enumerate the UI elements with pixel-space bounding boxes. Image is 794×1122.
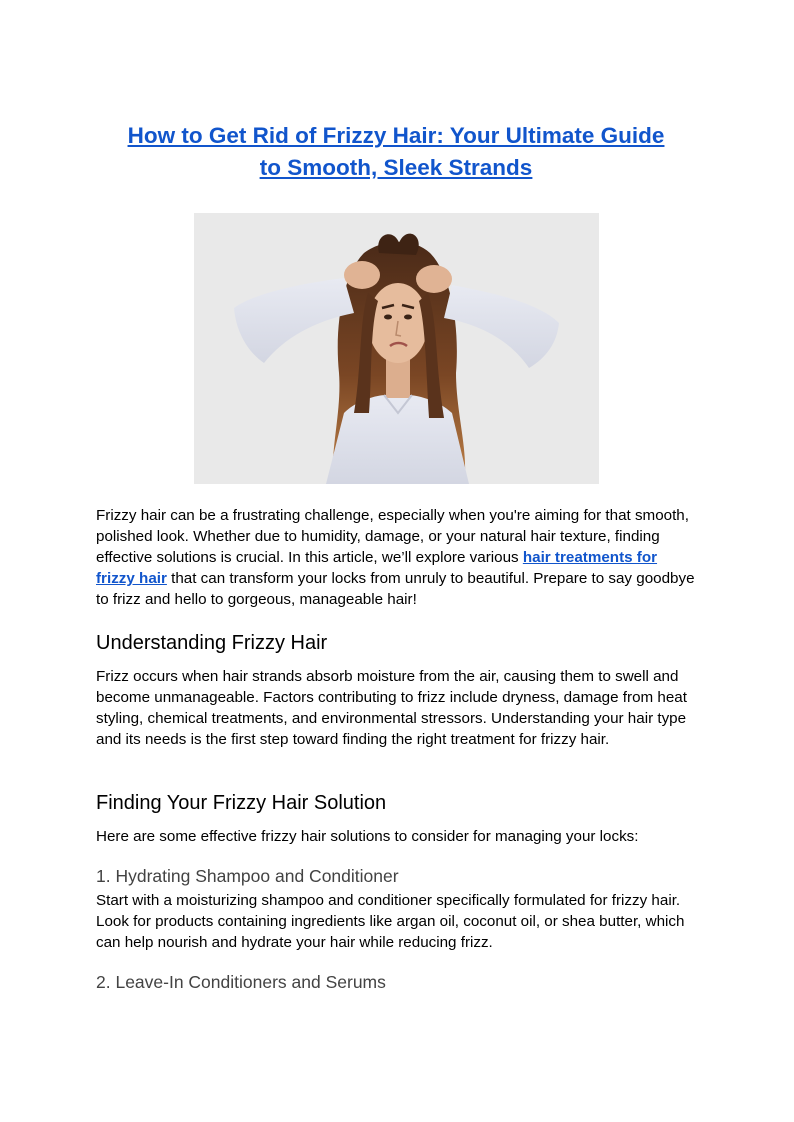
section-heading-understanding: Understanding Frizzy Hair	[96, 632, 328, 654]
solution-intro-paragraph: Here are some effective frizzy hair solutions to consider for managing your locks:	[96, 828, 639, 845]
subheading-leave-in: 2. Leave-In Conditioners and Serums	[96, 972, 386, 992]
intro-paragraph	[96, 505, 696, 610]
section-heading-solution: Finding Your Frizzy Hair Solution	[96, 792, 387, 814]
title-line-1: How to Get Rid of Frizzy Hair: Your Ultimate Guide	[127, 123, 665, 148]
understanding-paragraph: Frizz occurs when hair strands absorb moisture from the air, causing them to swell and become unmanageable. Factors contributing to frizz include dryness, damage from heat styling, chemical treatments, and environmental stressors. Understanding your hair type and its needs is the first step toward finding the right treatment for frizzy hair.	[96, 668, 687, 748]
intro-text-before: Frizzy hair can be a frustrating challenge, especially when you're aiming for that smooth, polished look. Whether due to humidity, damage, or your natural hair texture, finding effective solutions is crucial. In this article, we’ll explore various	[96, 507, 689, 566]
hydrating-paragraph: Start with a moisturizing shampoo and conditioner specifically formulated for frizzy hair. Look for products containing ingredients like argan oil, coconut oil, or shea butter, which can help nourish and hydrate your hair while reducing frizz.	[96, 892, 685, 951]
article-title-link[interactable]	[128, 123, 665, 180]
title-line-2: to Smooth, Sleek Strands	[259, 155, 533, 180]
article-title[interactable]	[96, 120, 696, 184]
woman-frizzy-hair-illustration	[194, 213, 599, 484]
subheading-hydrating: 1. Hydrating Shampoo and Conditioner	[96, 866, 399, 886]
intro-text-after: that can transform your locks from unruly to beautiful. Prepare to say goodbye to frizz and hello to gorgeous, manageable hair!	[96, 570, 695, 608]
hero-image	[194, 213, 599, 484]
hair-treatments-link[interactable]: hair treatments for frizzy hair	[96, 549, 658, 587]
